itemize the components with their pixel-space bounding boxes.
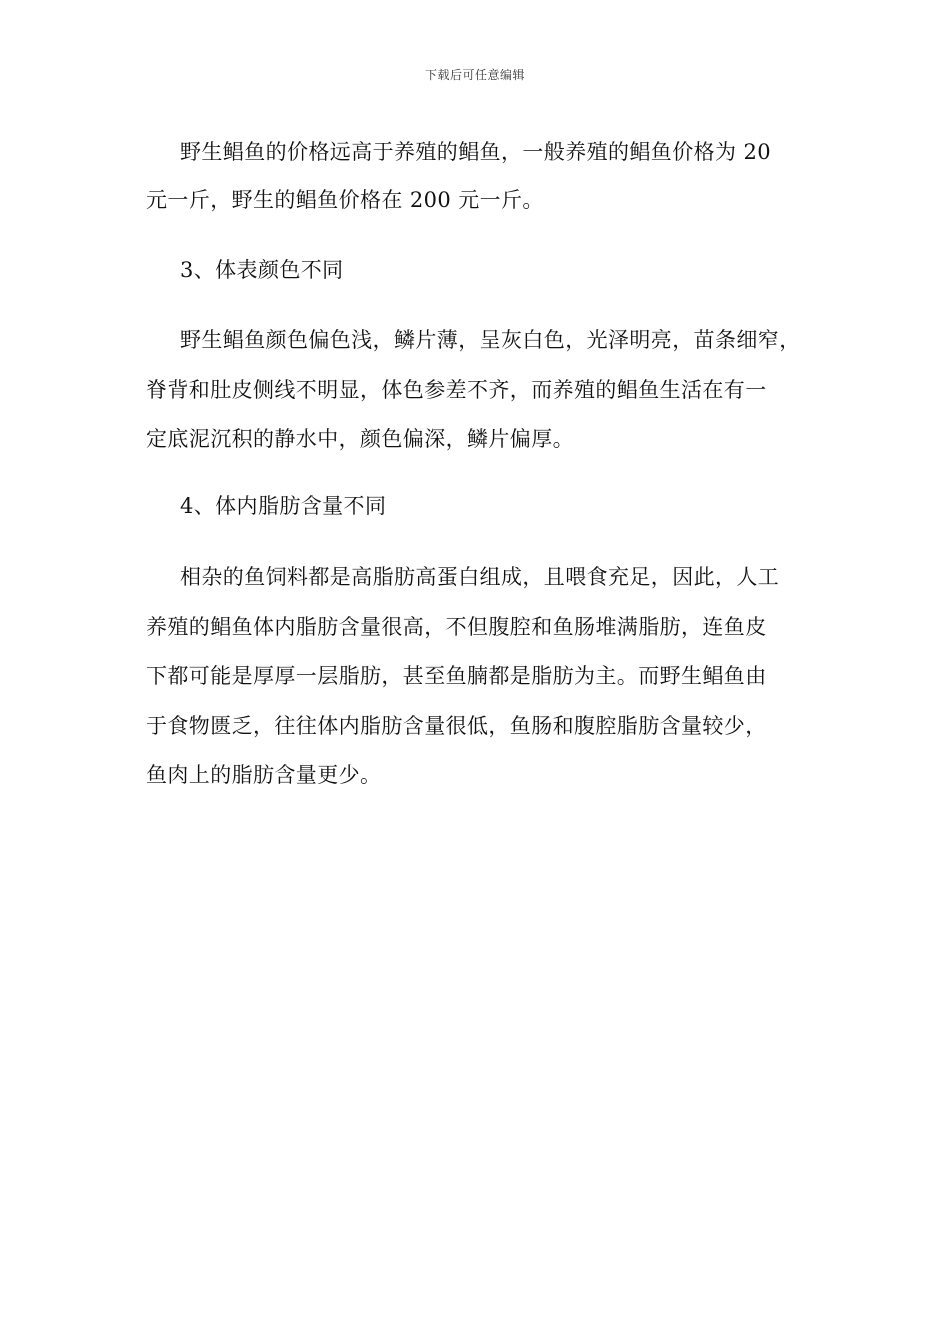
heading-4: 4、体内脂肪含量不同 — [180, 494, 387, 518]
paragraph-2-line-1: 野生鲳鱼颜色偏色浅，鳞片薄，呈灰白色，光泽明亮，苗条细窄， — [180, 328, 801, 352]
paragraph-2-line-2: 脊背和肚皮侧线不明显，体色参差不齐，而养殖的鲳鱼生活在有一 — [146, 378, 767, 402]
paragraph-3-line-1: 相杂的鱼饲料都是高脂肪高蛋白组成，且喂食充足，因此，人工 — [180, 565, 780, 589]
page-header: 下载后可任意编辑 — [424, 68, 525, 82]
paragraph-3-line-2: 养殖的鲳鱼体内脂肪含量很高，不但腹腔和鱼肠堆满脂肪，连鱼皮 — [146, 615, 767, 639]
paragraph-3-line-3: 下都可能是厚厚一层脂肪，甚至鱼腩都是脂肪为主。而野生鲳鱼由 — [146, 664, 767, 688]
paragraph-1-line-2: 元一斤，野生的鲳鱼价格在 200 元一斤。 — [146, 188, 544, 212]
paragraph-1-line-1: 野生鲳鱼的价格远高于养殖的鲳鱼，一般养殖的鲳鱼价格为 20 — [180, 140, 771, 164]
paragraph-3-line-4: 于食物匮乏，往往体内脂肪含量很低，鱼肠和腹腔脂肪含量较少， — [146, 714, 767, 738]
paragraph-3-line-5: 鱼肉上的脂肪含量更少。 — [146, 763, 382, 787]
heading-3: 3、体表颜色不同 — [180, 258, 344, 282]
paragraph-2-line-3: 定底泥沉积的静水中，颜色偏深，鳞片偏厚。 — [146, 427, 574, 451]
